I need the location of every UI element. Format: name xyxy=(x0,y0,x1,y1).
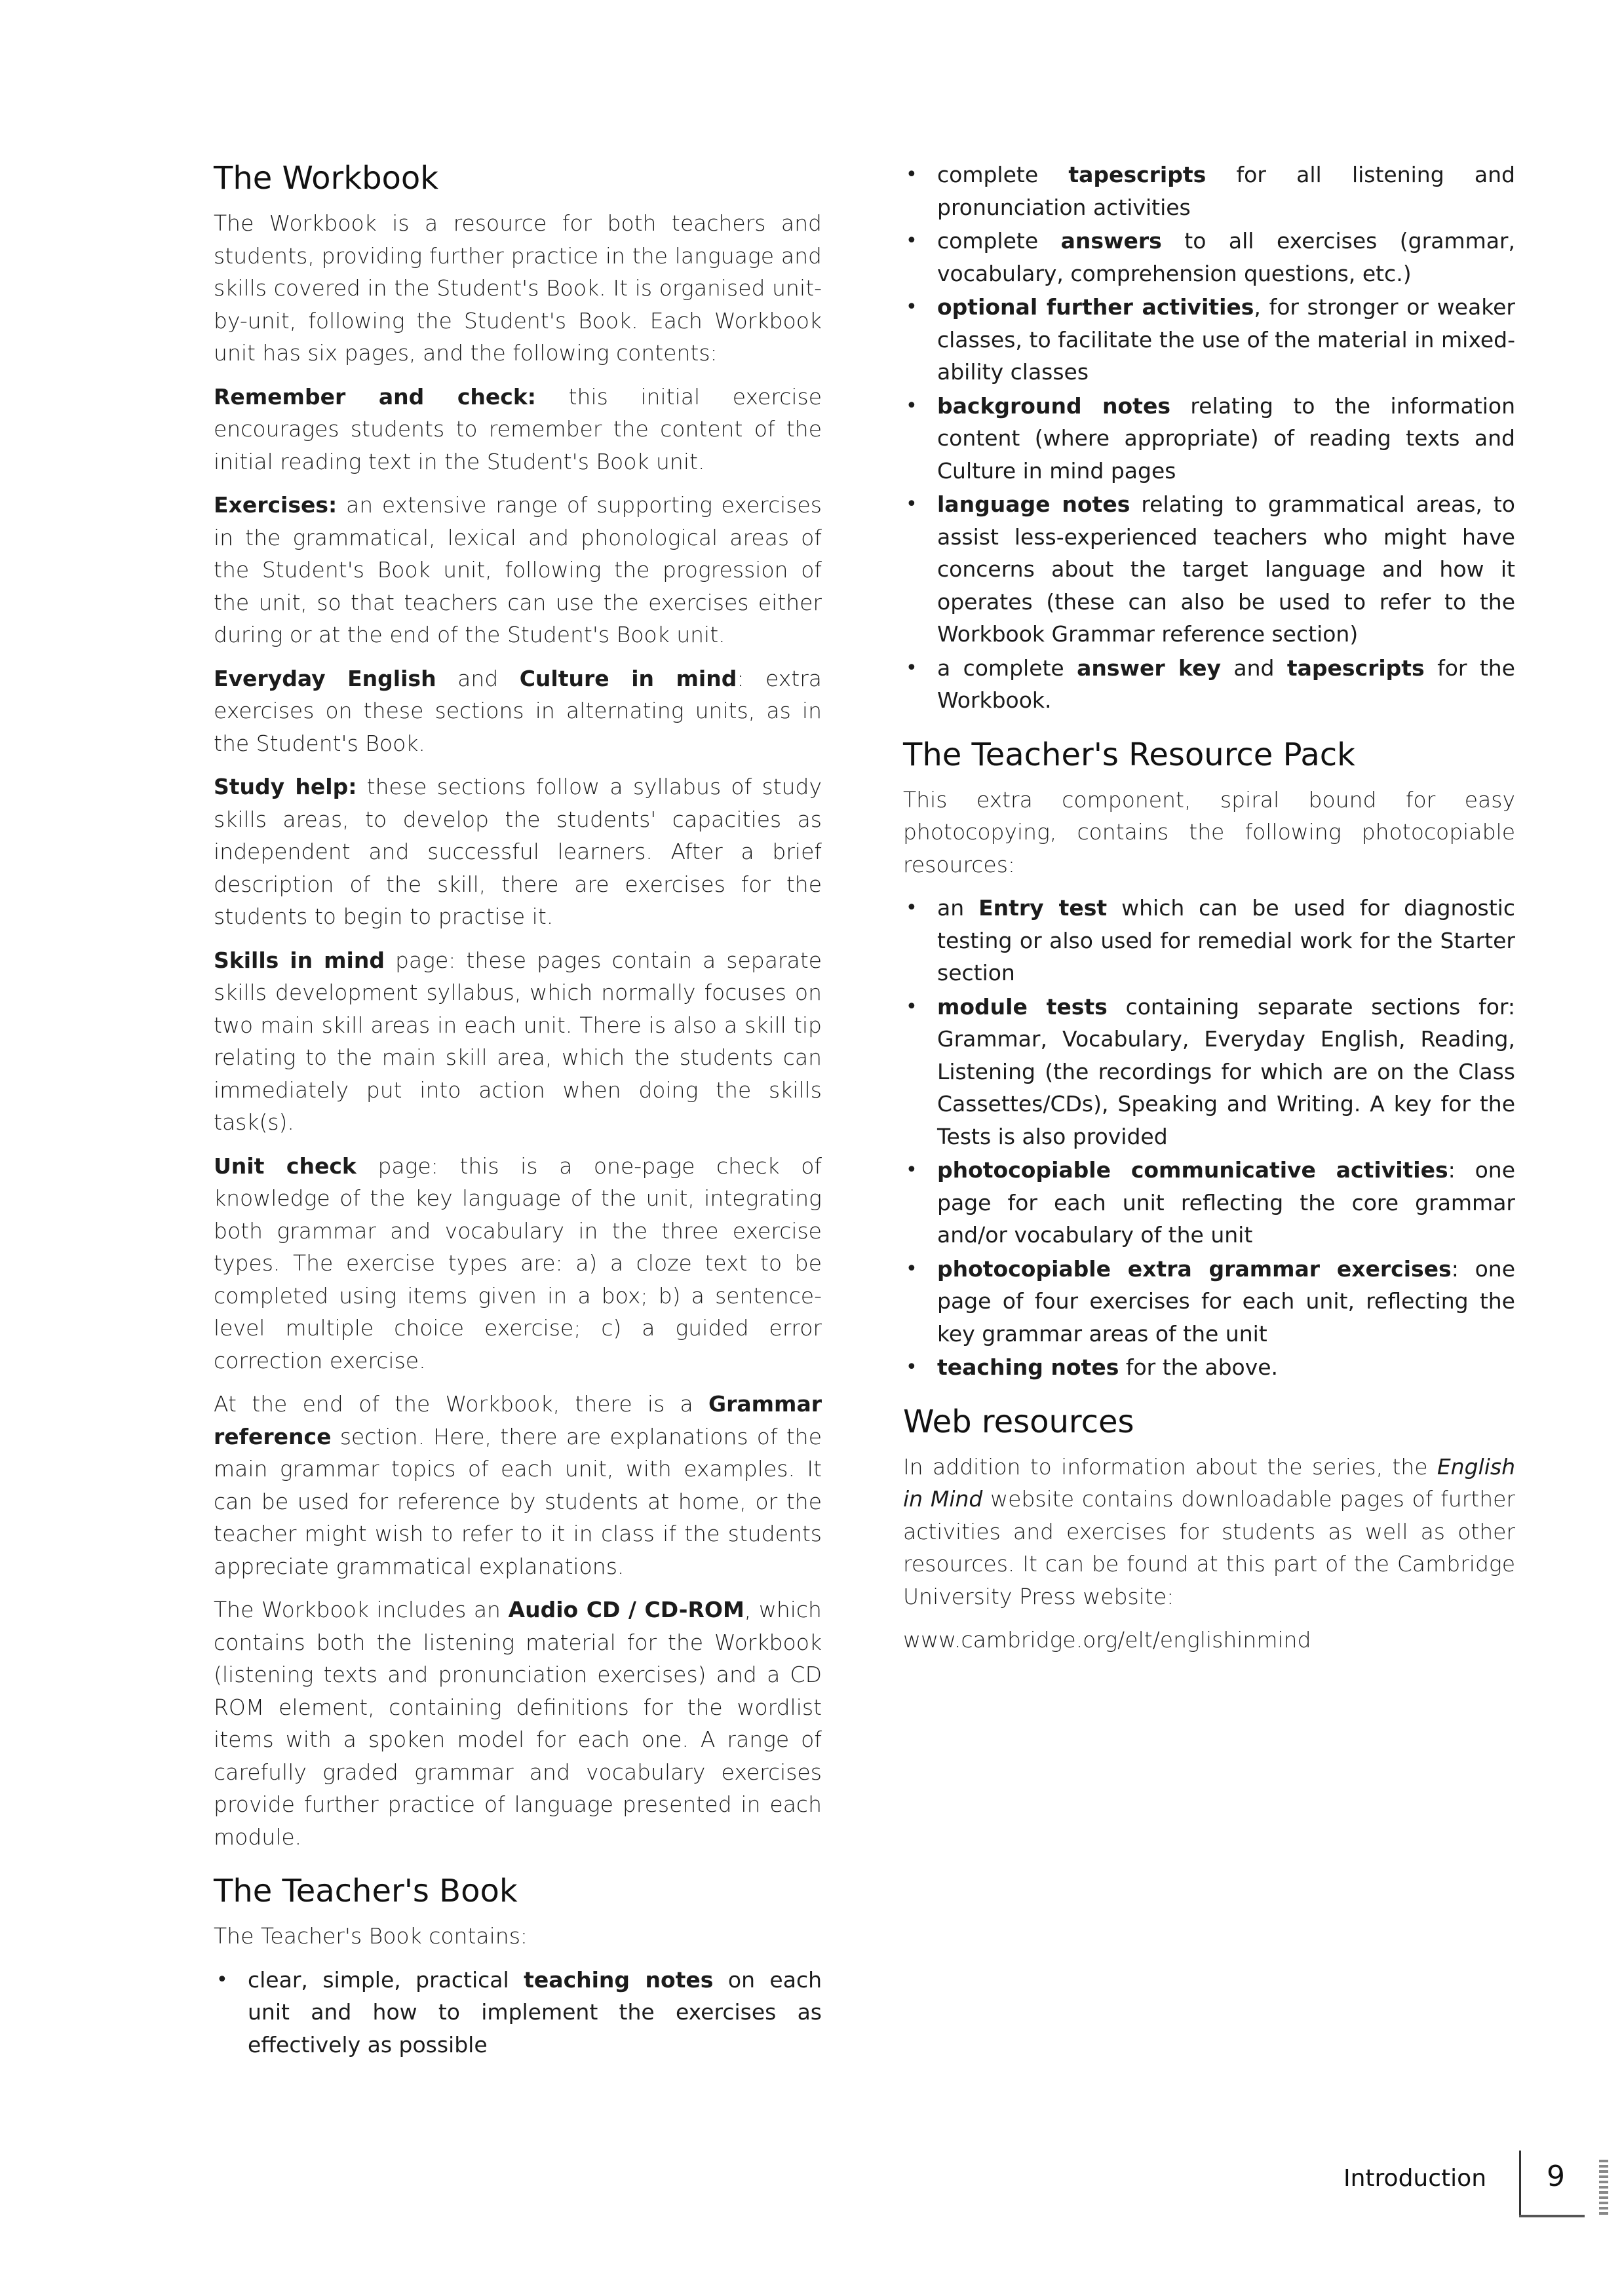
teachers-resource-pack-intro: This extra component, spiral bound for easy photocopying, contains the following photocopiable resources: xyxy=(903,786,1515,877)
list-item: • clear, simple, practical teaching notes on each unit and how to implement the exercises as effectively as possible xyxy=(214,1964,822,2061)
teachers-resource-pack-heading: The Teacher's Resource Pack xyxy=(903,736,1355,773)
teachers-book-intro: The Teacher's Book contains: xyxy=(214,1923,528,1949)
teachers-book-list-continued xyxy=(903,159,1515,717)
teachers-book-heading: The Teacher's Book xyxy=(214,1873,518,1909)
page-edge-mark xyxy=(1599,2160,1608,2215)
teachers-resource-pack-list xyxy=(903,892,1515,1384)
list-item: • optional further activities, for stronger or weaker classes, to facilitate the use of the material in mixed-ability classes xyxy=(903,291,1515,389)
exercises-paragraph: Exercises: an extensive range of supporting exercises in the grammatical, lexical and phonological areas of the Student's Book unit, following the progression of the unit, so that teachers can use the exercises either during or at the end of the Student's Book unit. xyxy=(214,492,822,647)
left-column xyxy=(214,159,822,2075)
list-item: • teaching notes for the above. xyxy=(903,1351,1515,1384)
unit-check-paragraph: Unit check page: this is a one-page check of knowledge of the key language of the unit, integrating both grammar and vocabulary in the three exercise types. The exercise types are: a) a cloze text to be completed using items given in a box; b) a sentence-level multiple choice exercise; c) a guided error correction exercise. xyxy=(214,1153,822,1373)
footer-section-label: Introduction xyxy=(1343,2165,1487,2192)
web-resources-paragraph: In addition to information about the series, the English in Mind website contains downloadable pages of further activities and exercises for students as well as other resources. It can be found at this part of the Cambridge University Press website: xyxy=(903,1453,1516,1609)
list-item: • a complete answer key and tapescripts for the Workbook. xyxy=(903,652,1515,717)
web-resources-url[interactable]: www.cambridge.org/elt/englishinmind xyxy=(903,1627,1311,1653)
workbook-intro: The Workbook is a resource for both teachers and students, providing further practice in the language and skills covered in the Student's Book. It is organised unit-by-unit, following the Student's Book. Each Workbook unit has six pages, and the following contents: xyxy=(214,210,822,366)
list-item: • module tests containing separate sections for: Grammar, Vocabulary, Everyday English, Reading, Listening (the recordings for which are on the Class Cassettes/CDs), Speaking and Writing. A key for the Tests is also provided xyxy=(903,991,1515,1153)
teachers-book-list xyxy=(214,1964,822,2061)
audio-cd-paragraph: The Workbook includes an Audio CD / CD-ROM, which contains both the listening material for the Workbook (listening texts and pronunciation exercises) and a CD ROM element, containing definitions for the wordlist items with a spoken model for each one. A range of carefully graded grammar and vocabulary exercises provide further practice of language presented in each module. xyxy=(214,1597,822,1850)
right-column xyxy=(903,159,1515,1668)
study-help-paragraph: Study help: these sections follow a syllabus of study skills areas, to develop the students' capacities as independent and successful learners. After a brief description of the skill, there are exercises for the students to begin to practise it. xyxy=(214,774,822,929)
list-item: • photocopiable communicative activities: one page for each unit reflecting the core grammar and/or vocabulary of the unit xyxy=(903,1154,1515,1252)
list-item: • complete answers to all exercises (grammar, vocabulary, comprehension questions, etc.) xyxy=(903,225,1515,290)
workbook-heading: The Workbook xyxy=(214,160,439,197)
everyday-english-paragraph: Everyday English and Culture in mind: extra exercises on these sections in alternating units, as in the Student's Book. xyxy=(214,665,822,756)
skills-in-mind-paragraph: Skills in mind page: these pages contain a separate skills development syllabus, which normally focuses on two main skill areas in each unit. There is also a skill tip relating to the main skill area, which the students can immediately put into action when doing the skills task(s). xyxy=(214,947,822,1135)
list-item: • language notes relating to grammatical areas, to assist less-experienced teachers who might have concerns about the target language and how it operates (these can also be used to refer to the Workbook Grammar reference section) xyxy=(903,488,1515,651)
list-item: • photocopiable extra grammar exercises: one page of four exercises for each unit, reflecting the key grammar areas of the unit xyxy=(903,1253,1515,1350)
footer-tab-rule xyxy=(1519,2215,1585,2217)
web-resources-heading: Web resources xyxy=(903,1403,1134,1440)
grammar-reference-paragraph: At the end of the Workbook, there is a Grammar reference section. Here, there are explanations of the main grammar topics of each unit, with examples. It can be used for reference by students at home, or the teacher might wish to refer to it in class if the students appreciate grammatical explanations. xyxy=(214,1391,822,1579)
list-item: • complete tapescripts for all listening and pronunciation activities xyxy=(903,159,1515,223)
remember-and-check-paragraph: Remember and check: this initial exercise encourages students to remember the content of the initial reading text in the Student's Book unit. xyxy=(214,383,822,474)
list-item: • an Entry test which can be used for diagnostic testing or also used for remedial work for the Starter section xyxy=(903,892,1515,989)
list-item: • background notes relating to the information content (where appropriate) of reading texts and Culture in mind pages xyxy=(903,390,1515,488)
footer-divider xyxy=(1519,2151,1521,2216)
page-number: 9 xyxy=(1547,2160,1565,2193)
